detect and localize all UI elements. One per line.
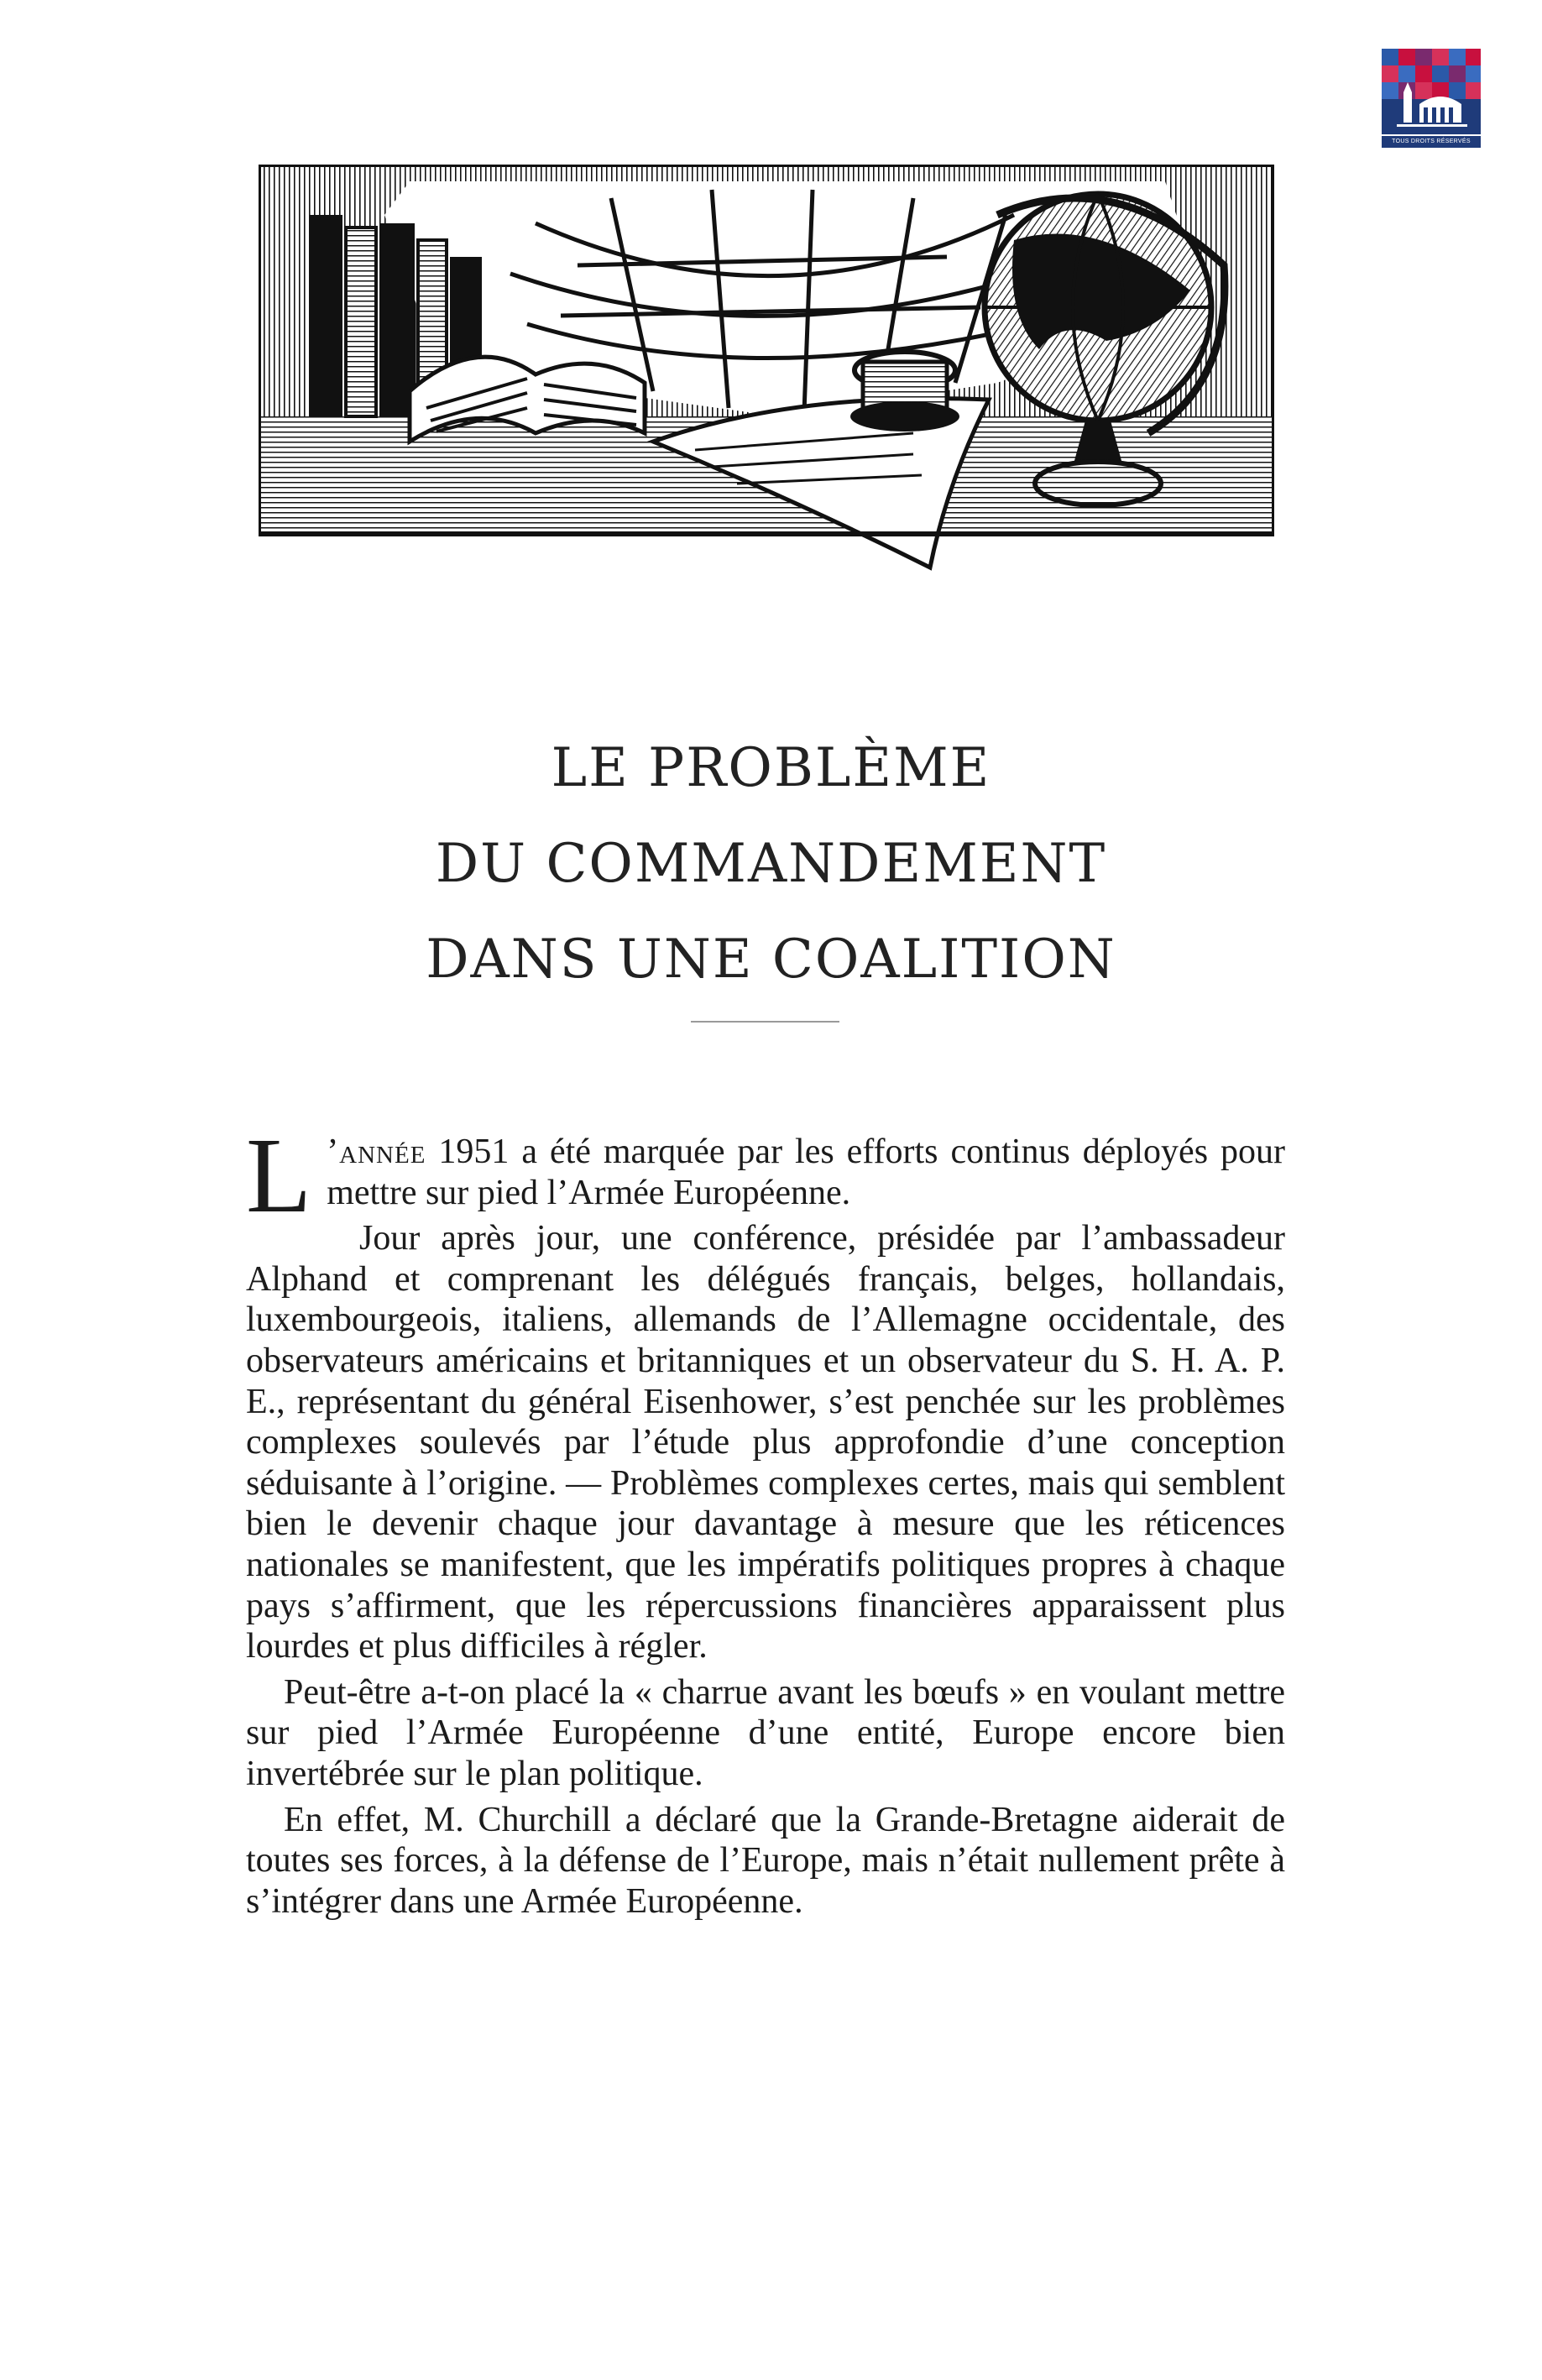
monument-mosaic-icon [1382,49,1481,134]
publisher-logo [1382,49,1481,148]
paragraph: Peut-être a-t-on placé la « charrue avant les bœufs » en voulant mettre sur pied l’Armée Européenne d’une entité, Europe encore bien invertébrée sur le plan politique. [246,1672,1285,1793]
opening-smallcaps: ’année [327,1132,426,1171]
paragraph-text: 1951 a été marquée par les efforts continus déployés pour mettre sur pied l’Armée Européenne. [327,1132,1285,1212]
paragraph: En effet, M. Churchill a déclaré que la Grande-Bretagne aiderait de toutes ses forces, à la défense de l’Europe, mais n’était nullement prête à s’intégrer dans une Armée Européenne. [246,1800,1285,1921]
title-line: DU COMMANDEMENT [435,833,1107,895]
paragraph [246,1116,1285,1235]
logo-caption: TOUS DROITS RÉSERVÉS [1382,136,1481,148]
title-divider [691,1021,839,1023]
title-line: DANS UNE COALITION [426,928,1116,991]
engraving-globe-books-desk-icon [259,165,1274,576]
drop-cap: L [246,1116,312,1235]
article-body [246,1116,1285,1927]
paragraph: Jour après jour, une conférence, présidée par l’ambassadeur Alphand et comprenant les délégués français, belges, hollandais, luxembourgeois, italiens, allemands de l’Allemagne occidentale, des observateurs américains et britanniques et un observateur du S. H. A. P. E., représentant du général Eisenhower, s’est penchée sur les problèmes complexes soulevés par l’étude plus approfondie d’une conception séduisante à l’origine. — Problèmes complexes certes, mais qui semblent bien le devenir chaque jour davantage à mesure que les réticences nationales se manifestent, que les impératifs politiques propres à chaque pays s’affirment, que les répercussions financières apparaissent plus lourdes et plus difficiles à régler. [246,1219,1285,1666]
title-line: LE PROBLÈME [551,737,991,799]
page-title [0,720,1542,1007]
